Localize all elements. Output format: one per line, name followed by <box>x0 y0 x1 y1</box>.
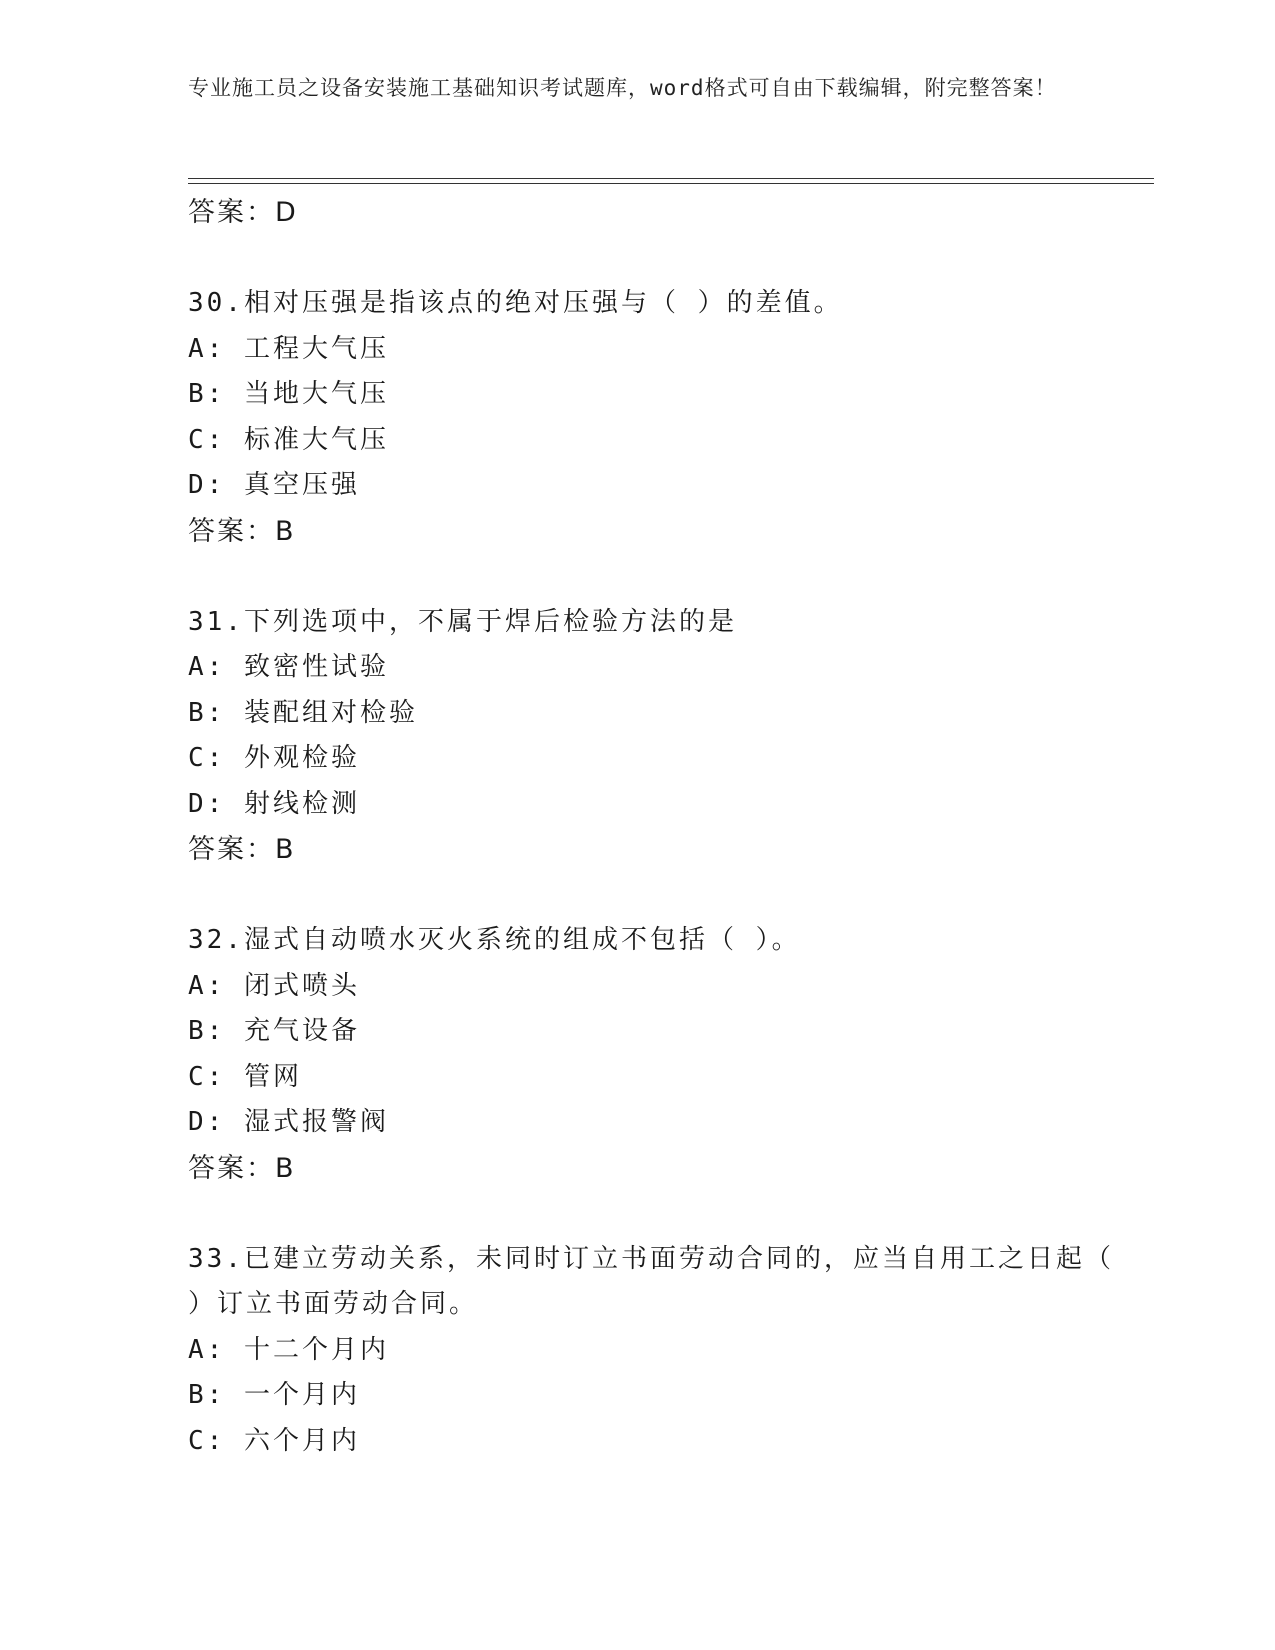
question-list <box>188 190 1133 1464</box>
question-30 <box>188 281 1118 554</box>
option-b: B: 当地大气压 <box>188 379 389 409</box>
option-c: C: 外观检验 <box>188 743 360 773</box>
option-b: B: 一个月内 <box>188 1380 360 1410</box>
option-d: D: 真空压强 <box>188 470 360 500</box>
spacer <box>188 873 1118 919</box>
question-stem: 33.已建立劳动关系，未同时订立书面劳动合同的，应当自用工之日起（ ）订立书面劳动合同。 <box>188 1243 1133 1319</box>
answer: 答案：B <box>188 515 296 547</box>
question-stem: 30.相对压强是指该点的绝对压强与（ ）的差值。 <box>188 288 843 318</box>
question-32 <box>188 918 1118 1191</box>
option-a: A: 致密性试验 <box>188 652 389 682</box>
question-stem: 31.下列选项中，不属于焊后检验方法的是 <box>188 606 737 637</box>
spacer <box>188 554 1118 600</box>
document-header <box>188 72 1068 105</box>
header-divider-top <box>188 178 1154 179</box>
option-b: B: 充气设备 <box>188 1016 360 1046</box>
option-a: A: 闭式喷头 <box>188 970 360 1001</box>
header-title: 专业施工员之设备安装施工基础知识考试题库，word格式可自由下载编辑，附完整答案！ <box>188 76 1057 100</box>
option-c: C: 标准大气压 <box>188 424 389 455</box>
option-c: C: 六个月内 <box>188 1425 360 1456</box>
option-d: D: 射线检测 <box>188 788 360 819</box>
answer: 答案：B <box>188 1152 296 1184</box>
question-33 <box>188 1237 1133 1465</box>
option-c: C: 管网 <box>188 1061 302 1092</box>
answer: 答案：B <box>188 834 296 865</box>
header-divider-bottom <box>188 183 1154 184</box>
option-a: A: 十二个月内 <box>188 1334 389 1365</box>
option-d: D: 湿式报警阀 <box>188 1107 389 1137</box>
spacer <box>188 236 1118 282</box>
question-31 <box>188 600 1118 873</box>
spacer <box>188 1191 1118 1237</box>
question-stem: 32.湿式自动喷水灭火系统的组成不包括（ ）。 <box>188 925 801 955</box>
option-a: A: 工程大气压 <box>188 333 389 364</box>
previous-answer: 答案：D <box>188 197 298 228</box>
option-b: B: 装配组对检验 <box>188 697 418 728</box>
